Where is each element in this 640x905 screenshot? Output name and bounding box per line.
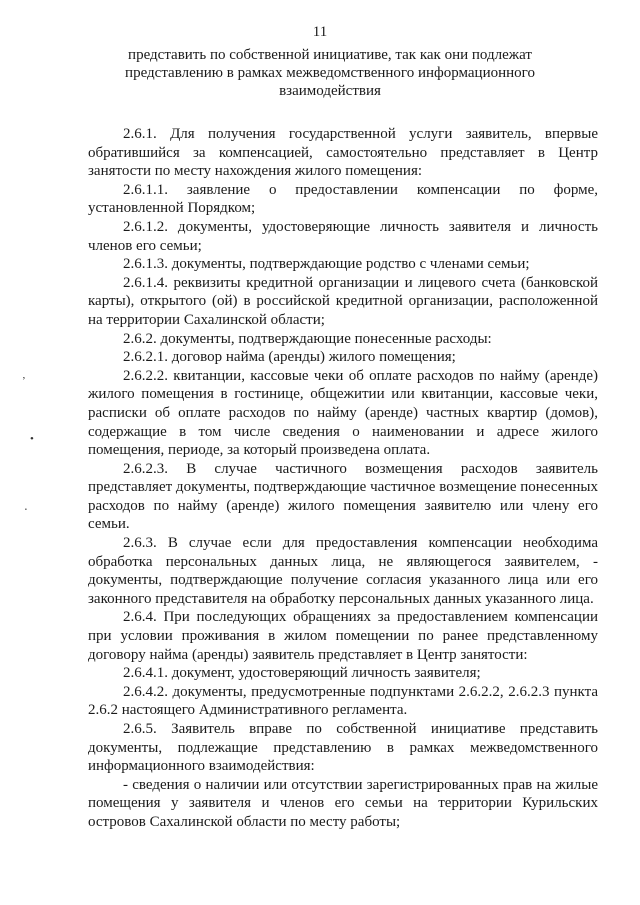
paragraph-2-6-5: 2.6.5. Заявитель вправе по собственной инициативе представить документы, подлежащие представлению в рамках межведомственного информационного взаимодействия: (88, 721, 598, 775)
paragraph-2-6-4-1: 2.6.4.1. документ, удостоверяющий личность заявителя; (123, 665, 481, 682)
paragraph-2-6-2-1: 2.6.2.1. договор найма (аренды) жилого помещения; (123, 349, 456, 366)
paragraph-2-6-4-2: 2.6.4.2. документы, предусмотренные подпунктами 2.6.2.2, 2.6.2.3 пункта 2.6.2 настоящего Административного регламента. (88, 683, 598, 719)
paragraph-2-6-2-2: 2.6.2.2. квитанции, кассовые чеки об оплате расходов по найму (аренде) жилого помещения в гостинице, общежитии или квитанции, кассовые чеки, расписки об оплате расходов по найму (аренде) частных квартир (домов), содержащие в том числе сведения о наименовании и адресе жилого помещения, периоде, за который произведена оплата. (88, 367, 598, 459)
document-body (88, 125, 598, 832)
paragraph-2-6-2: 2.6.2. документы, подтверждающие понесенные расходы: (123, 330, 492, 347)
paragraph-2-6-1-3: 2.6.1.3. документы, подтверждающие родство с членами семьи; (123, 256, 530, 273)
paragraph-list-item: - сведения о наличии или отсутствии зарегистрированных прав на жилые помещения у заявителя и членов его семьи на территории Курильских островов Сахалинской области по месту работы; (88, 776, 598, 830)
paragraph-2-6-1-1: 2.6.1.1. заявление о предоставлении компенсации по форме, установленной Порядком; (88, 181, 598, 217)
section-heading: представить по собственной инициативе, так как они подлежат представлению в рамках межведомственного информационного взаимодействия (125, 47, 535, 99)
paragraph-2-6-4: 2.6.4. При последующих обращениях за предоставлением компенсации при условии проживания в жилом помещении по ранее представленному договору найма (аренды) заявитель представляет в Центр занятости: (88, 609, 598, 663)
paragraph-2-6-1-2: 2.6.1.2. документы, удостоверяющие личность заявителя и личность членов его семьи; (88, 218, 598, 254)
paragraph-2-6-2-3: 2.6.2.3. В случае частичного возмещения расходов заявитель представляет документы, подтверждающие частичное возмещение понесенных расходов по найму (аренде) жилого помещения заявителю или члену его семьи. (88, 460, 598, 533)
paragraph-2-6-3: 2.6.3. В случае если для предоставления компенсации необходима обработка персональных данных лица, не являющегося заявителем, - документы, подтверждающие получение согласия указанного лица или его законного представителя на обработку персональных данных указанного лица. (88, 535, 598, 607)
margin-mark: ⋅ (24, 504, 28, 516)
paragraph-2-6-1: 2.6.1. Для получения государственной услуги заявитель, впервые обратившийся за компенсацией, самостоятельно представляет в Центр занятости по месту нахождения жилого помещения: (88, 126, 598, 180)
margin-mark: • (30, 433, 34, 445)
margin-mark: ’ (22, 375, 26, 387)
page-number: 11 (312, 24, 328, 40)
paragraph-2-6-1-4: 2.6.1.4. реквизиты кредитной организации и лицевого счета (банковской карты), открытого (ой) в российской кредитной организации, расположенной на территории Сахалинской области; (88, 274, 598, 328)
